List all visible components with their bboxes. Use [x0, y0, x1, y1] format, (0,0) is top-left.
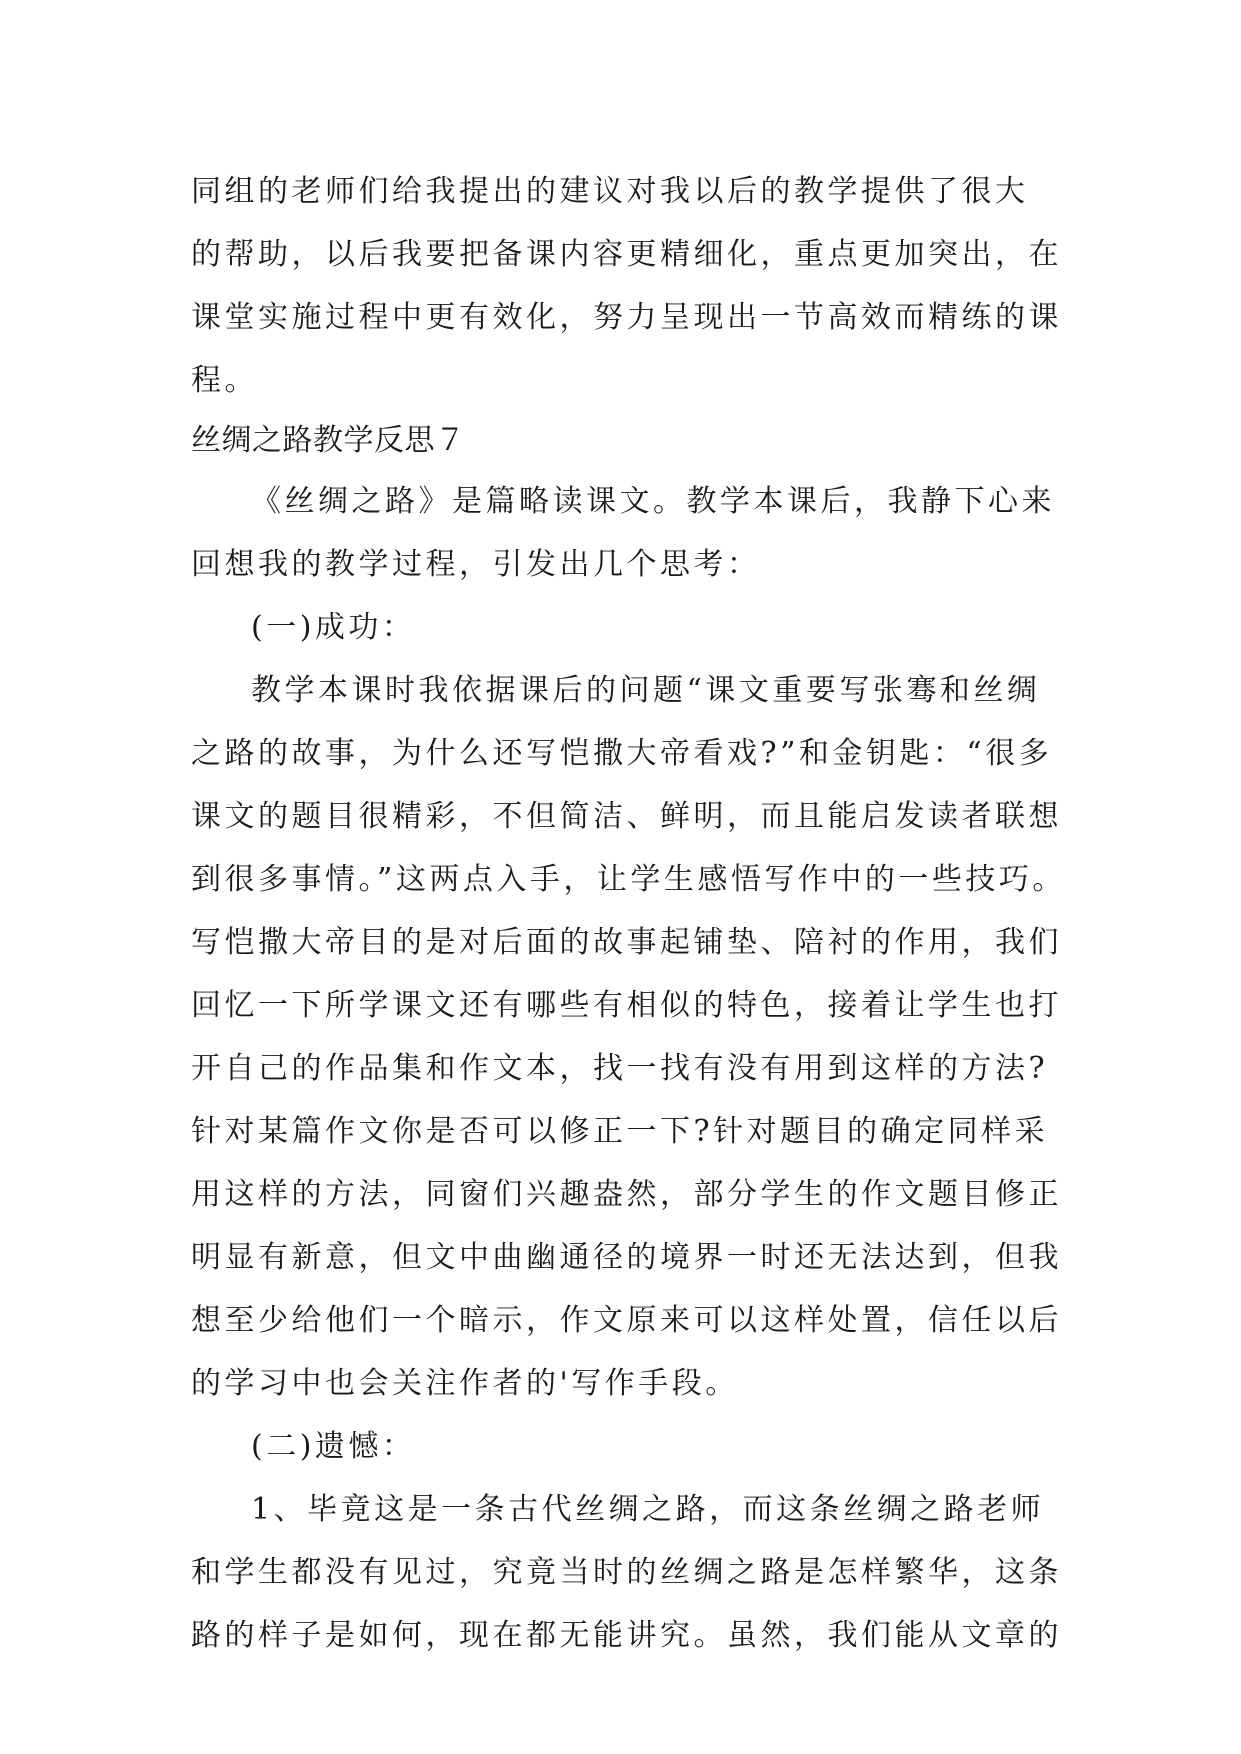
document-body: [191, 160, 1071, 1667]
text-line: 之路的故事，为什么还写恺撒大帝看戏?”和金钥匙：“很多: [191, 736, 1053, 771]
paragraph-first-line: 《丝绸之路》是篇略读课文。教学本课后，我静下心来: [251, 484, 1055, 519]
text-line: 的学习中也会关注作者的'写作手段。: [191, 1366, 739, 1401]
text-line: 到很多事情。”这两点入手，让学生感悟写作中的一些技巧。: [191, 862, 1066, 897]
text-line: 写恺撒大帝目的是对后面的故事起铺垫、陪衬的作用，我们: [191, 925, 1062, 960]
text-line: 开自己的作品集和作文本，找一找有没有用到这样的方法?: [191, 1051, 1049, 1086]
text-line: 明显有新意，但文中曲幽通径的境界一时还无法达到，但我: [191, 1240, 1062, 1275]
text-line: 程。: [191, 363, 258, 398]
text-line: 回忆一下所学课文还有哪些有相似的特色，接着让学生也打: [191, 988, 1062, 1023]
subheading-success: (一)成功：: [251, 610, 416, 645]
text-line: 课文的题目很精彩，不但简洁、鲜明，而且能启发读者联想: [191, 799, 1062, 834]
section-heading: 丝绸之路教学反思７: [191, 423, 466, 458]
text-line: 同组的老师们给我提出的建议对我以后的教学提供了很大: [191, 174, 1029, 209]
text-line: 和学生都没有见过，究竟当时的丝绸之路是怎样繁华，这条: [191, 1555, 1062, 1590]
paragraph-first-line: 教学本课时我依据课后的问题“课文重要写张骞和丝绸: [251, 673, 1041, 708]
subheading-regret: (二)遗憾：: [251, 1429, 416, 1464]
text-line: 针对某篇作文你是否可以修正一下?针对题目的确定同样采: [191, 1114, 1049, 1149]
text-line: 的帮助，以后我要把备课内容更精细化，重点更加突出，在: [191, 237, 1062, 272]
text-line: 想至少给他们一个暗示，作文原来可以这样处置，信任以后: [191, 1303, 1062, 1338]
text-line: 路的样子是如何，现在都无能讲究。虽然，我们能从文章的: [191, 1618, 1062, 1653]
paragraph-first-line: 1、毕竟这是一条古代丝绸之路，而这条丝绸之路老师: [251, 1492, 1045, 1527]
text-line: 用这样的方法，同窗们兴趣盎然，部分学生的作文题目修正: [191, 1177, 1062, 1212]
text-line: 回想我的教学过程，引发出几个思考：: [191, 547, 761, 582]
text-line: 课堂实施过程中更有效化，努力呈现出一节高效而精练的课: [191, 300, 1062, 335]
